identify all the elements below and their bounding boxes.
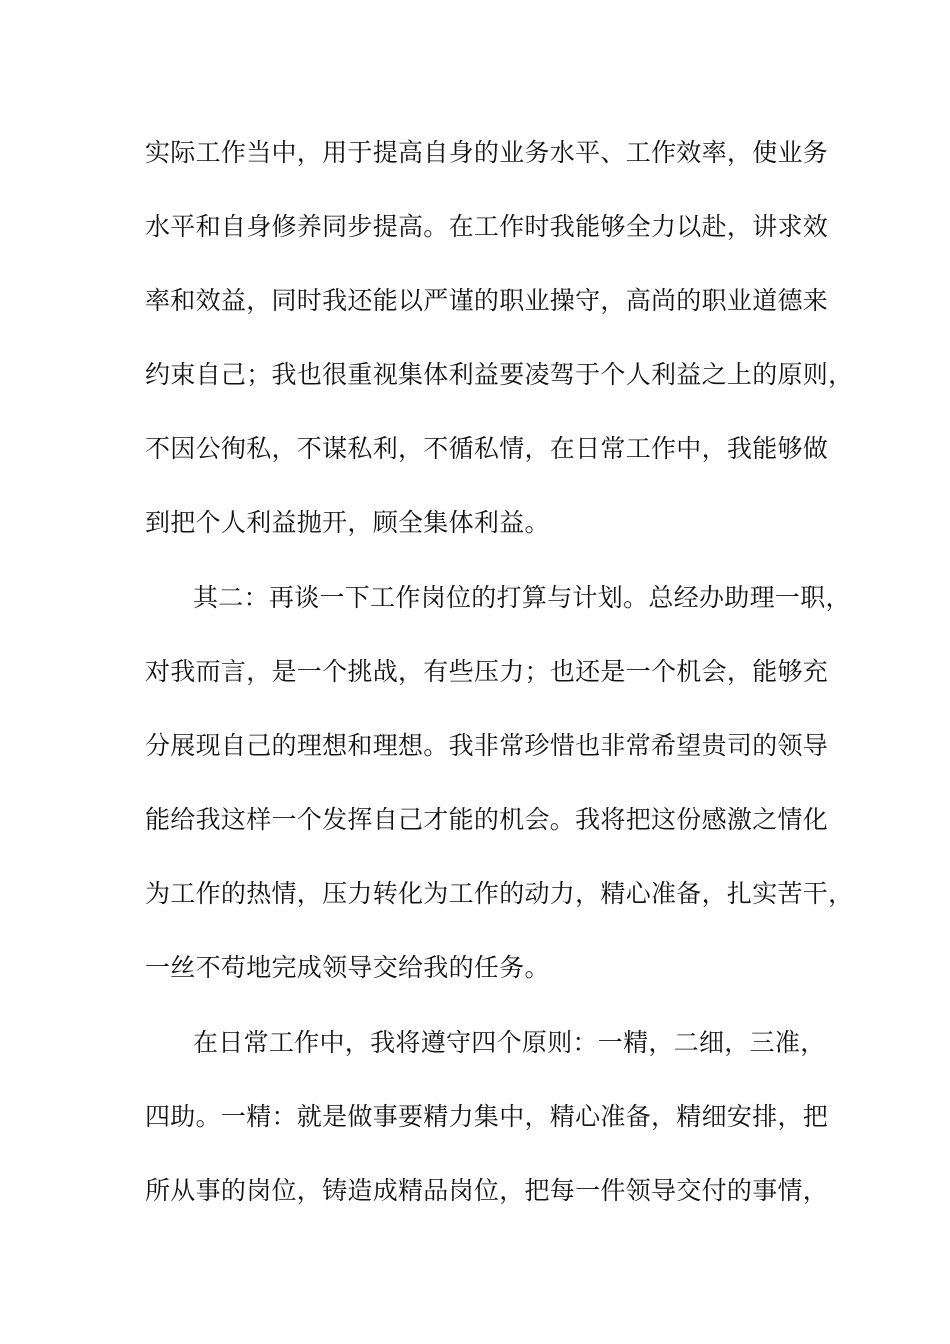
- text-line: 一丝不苟地完成领导交给我的任务。: [145, 953, 550, 982]
- paragraph-start-line: 其二：再谈一下工作岗位的打算与计划。总经办助理一职，: [193, 583, 851, 612]
- text-line: 到把个人利益抛开，顾全集体利益。: [145, 508, 550, 537]
- text-line: 不因公徇私，不谋私利，不循私情，在日常工作中，我能够做: [145, 434, 829, 463]
- paragraph-start-line: 在日常工作中，我将遵守四个原则：一精，二细，三准，: [193, 1028, 826, 1057]
- text-line: 为工作的热情，压力转化为工作的动力，精心准备，扎实苦干，: [145, 879, 854, 908]
- text-line: 约束自己；我也很重视集体利益要凌驾于个人利益之上的原则，: [145, 360, 854, 389]
- text-line: 所从事的岗位，铸造成精品岗位，把每一件领导交付的事情，: [145, 1176, 829, 1205]
- text-line: 能给我这样一个发挥自己才能的机会。我将把这份感激之情化: [145, 805, 829, 834]
- text-line: 水平和自身修养同步提高。在工作时我能够全力以赴，讲求效: [145, 212, 829, 241]
- text-line: 对我而言，是一个挑战，有些压力；也还是一个机会，能够充: [145, 657, 829, 686]
- text-line: 四助。一精：就是做事要精力集中，精心准备，精细安排，把: [145, 1102, 829, 1131]
- text-line: 分展现自己的理想和理想。我非常珍惜也非常希望贵司的领导: [145, 731, 829, 760]
- text-line: 实际工作当中，用于提高自身的业务水平、工作效率，使业务: [145, 138, 829, 167]
- text-line: 率和效益，同时我还能以严谨的职业操守，高尚的职业道德来: [145, 286, 829, 315]
